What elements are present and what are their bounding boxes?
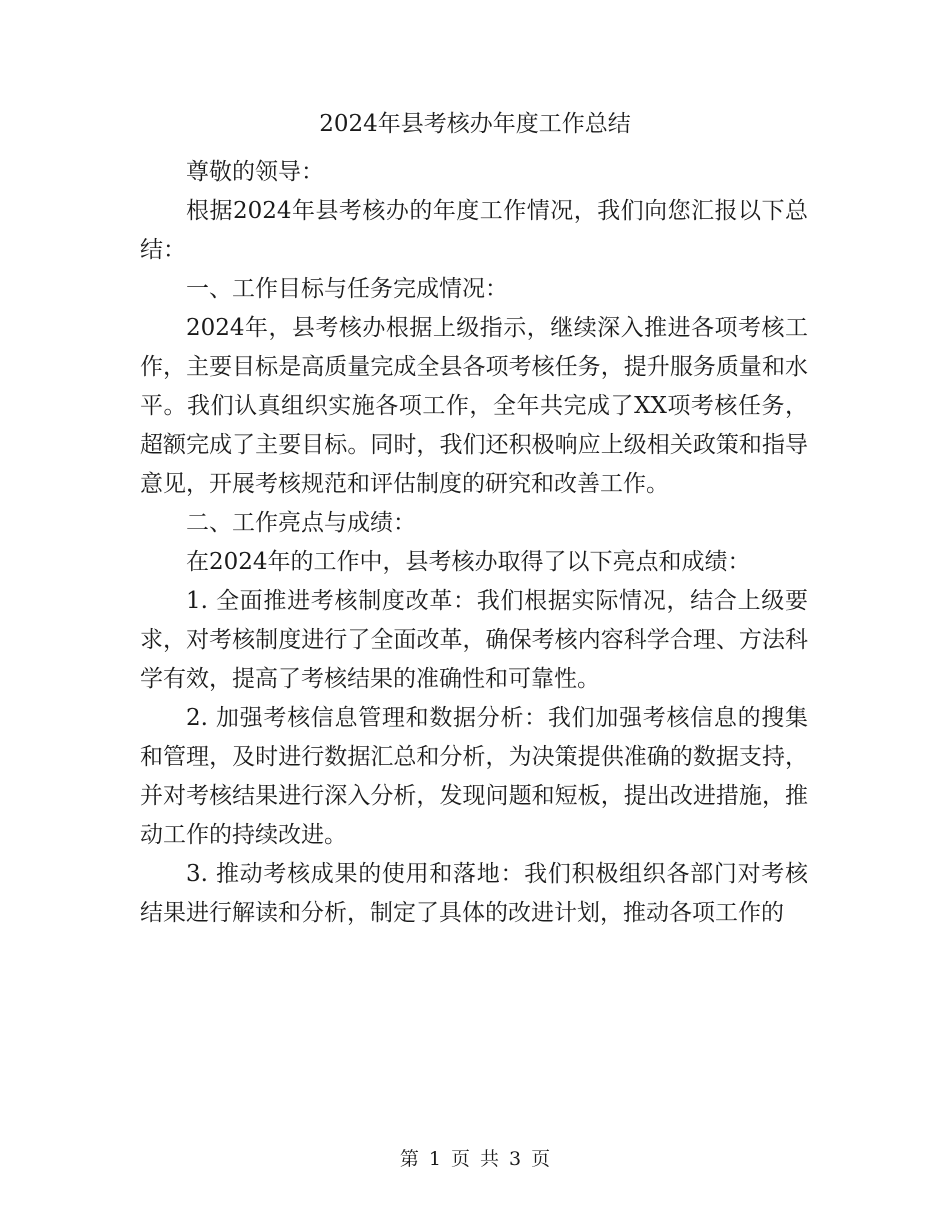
salutation: 尊敬的领导： [186, 159, 324, 185]
section-1-paragraph: 2024年，县考核办根据上级指示，继续深入推进各项考核工作，主要目标是高质量完成全县各项考核任务，提升服务质量和水平。我们认真组织实施各项工作，全年共完成了XX项考核任务，超额完成了主要目标。同时，我们还积极响应上级相关政策和指导意见，开展考核规范和评估制度的研究和改善工作。 [140, 315, 808, 497]
section-2-intro: 在2024年的工作中，县考核办取得了以下亮点和成绩： [186, 549, 751, 575]
highlight-item-1: 1. 全面推进考核制度改革：我们根据实际情况，结合上级要求，对考核制度进行了全面改革，确保考核内容科学合理、方法科学有效，提高了考核结果的准确性和可靠性。 [140, 588, 808, 692]
highlight-item-2: 2. 加强考核信息管理和数据分析：我们加强考核信息的搜集和管理，及时进行数据汇总和分析，为决策提供准确的数据支持，并对考核结果进行深入分析，发现问题和短板，提出改进措施，推动工作的持续改进。 [140, 705, 808, 848]
document-title: 2024年县考核办年度工作总结 [319, 111, 631, 137]
page-footer: 第 1 页 共 3 页 [399, 1148, 551, 1170]
section-heading-2: 二、工作亮点与成绩： [186, 510, 416, 536]
section-heading-1: 一、工作目标与任务完成情况： [186, 276, 508, 302]
highlight-item-3: 3. 推动考核成果的使用和落地：我们积极组织各部门对考核结果进行解读和分析，制定了具体的改进计划，推动各项工作的 [140, 861, 808, 926]
document-body [140, 153, 808, 933]
intro-paragraph: 根据2024年县考核办的年度工作情况，我们向您汇报以下总结： [140, 198, 808, 263]
